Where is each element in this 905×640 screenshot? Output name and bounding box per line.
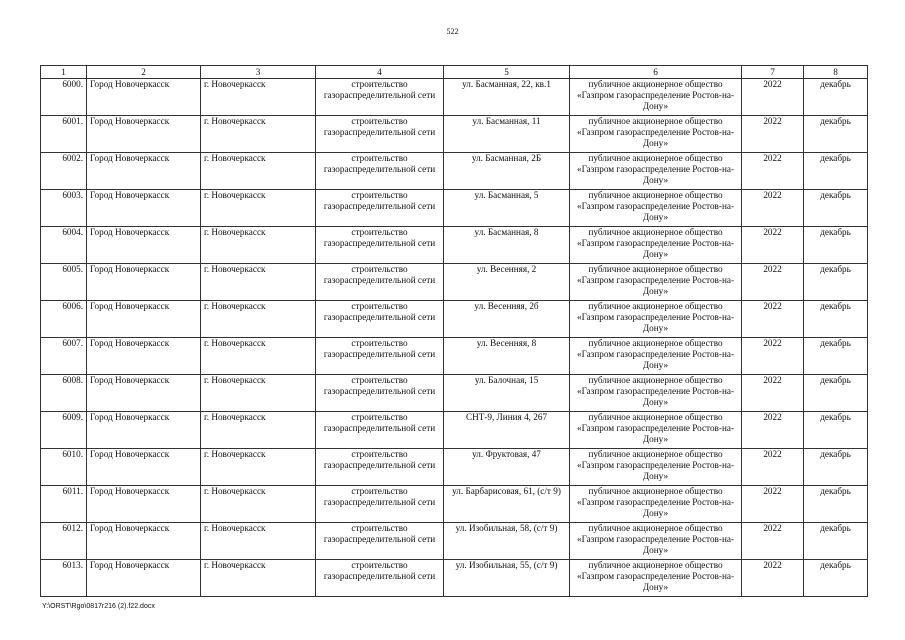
row-number: 6008.: [41, 375, 87, 412]
address-cell: ул. Басманная, 22, кв.1: [444, 79, 570, 116]
row-number: 6011.: [41, 486, 87, 523]
table-row: [41, 560, 868, 597]
year-cell: 2022: [742, 301, 804, 338]
month-cell: декабрь: [804, 560, 868, 597]
work-type-cell: строительство газораспределительной сети: [316, 375, 444, 412]
row-number: 6001.: [41, 116, 87, 153]
locality-cell: г. Новочеркасск: [201, 227, 316, 264]
page-number: 522: [446, 27, 459, 36]
gasification-table: [40, 65, 868, 597]
table-body: [41, 79, 868, 597]
organization-cell: публичное акционерное общество «Газпром газораспределение Ростов-на-Дону»: [570, 523, 742, 560]
organization-cell: публичное акционерное общество «Газпром газораспределение Ростов-на-Дону»: [570, 449, 742, 486]
month-cell: декабрь: [804, 486, 868, 523]
header-col-1: 1: [41, 66, 87, 79]
address-cell: ул. Балочная, 15: [444, 375, 570, 412]
table-row: [41, 190, 868, 227]
address-cell: ул. Басманная, 8: [444, 227, 570, 264]
locality-cell: г. Новочеркасск: [201, 486, 316, 523]
work-type-cell: строительство газораспределительной сети: [316, 79, 444, 116]
month-cell: декабрь: [804, 153, 868, 190]
table-row: [41, 301, 868, 338]
table-row: [41, 523, 868, 560]
header-col-2: 2: [87, 66, 201, 79]
table-row: [41, 153, 868, 190]
table-row: [41, 449, 868, 486]
municipality-cell: Город Новочеркасск: [87, 412, 201, 449]
organization-cell: публичное акционерное общество «Газпром газораспределение Ростов-на-Дону»: [570, 79, 742, 116]
row-number: 6004.: [41, 227, 87, 264]
table-row: [41, 412, 868, 449]
file-path-footer: Y:\ORST\Rgo\0817r216 (2).f22.docx: [42, 603, 155, 610]
table-row: [41, 264, 868, 301]
month-cell: декабрь: [804, 338, 868, 375]
locality-cell: г. Новочеркасск: [201, 190, 316, 227]
work-type-cell: строительство газораспределительной сети: [316, 449, 444, 486]
organization-cell: публичное акционерное общество «Газпром газораспределение Ростов-на-Дону»: [570, 153, 742, 190]
locality-cell: г. Новочеркасск: [201, 79, 316, 116]
table-row: [41, 79, 868, 116]
municipality-cell: Город Новочеркасск: [87, 190, 201, 227]
address-cell: ул. Басманная, 2Б: [444, 153, 570, 190]
row-number: 6002.: [41, 153, 87, 190]
municipality-cell: Город Новочеркасск: [87, 116, 201, 153]
municipality-cell: Город Новочеркасск: [87, 560, 201, 597]
year-cell: 2022: [742, 79, 804, 116]
organization-cell: публичное акционерное общество «Газпром газораспределение Ростов-на-Дону»: [570, 560, 742, 597]
table-header: [41, 66, 868, 79]
table-row: [41, 486, 868, 523]
header-col-6: 6: [570, 66, 742, 79]
month-cell: декабрь: [804, 79, 868, 116]
work-type-cell: строительство газораспределительной сети: [316, 264, 444, 301]
municipality-cell: Город Новочеркасск: [87, 301, 201, 338]
municipality-cell: Город Новочеркасск: [87, 449, 201, 486]
year-cell: 2022: [742, 412, 804, 449]
municipality-cell: Город Новочеркасск: [87, 79, 201, 116]
locality-cell: г. Новочеркасск: [201, 338, 316, 375]
address-cell: ул. Фруктовая, 47: [444, 449, 570, 486]
address-cell: ул. Весенняя, 8: [444, 338, 570, 375]
header-col-3: 3: [201, 66, 316, 79]
address-cell: ул. Изобильная, 58, (с/т 9): [444, 523, 570, 560]
address-cell: ул. Барбарисовая, 61, (с/т 9): [444, 486, 570, 523]
year-cell: 2022: [742, 560, 804, 597]
work-type-cell: строительство газораспределительной сети: [316, 486, 444, 523]
address-cell: ул. Басманная, 5: [444, 190, 570, 227]
month-cell: декабрь: [804, 116, 868, 153]
year-cell: 2022: [742, 523, 804, 560]
year-cell: 2022: [742, 153, 804, 190]
row-number: 6003.: [41, 190, 87, 227]
table-row: [41, 338, 868, 375]
work-type-cell: строительство газораспределительной сети: [316, 523, 444, 560]
year-cell: 2022: [742, 449, 804, 486]
organization-cell: публичное акционерное общество «Газпром газораспределение Ростов-на-Дону»: [570, 338, 742, 375]
year-cell: 2022: [742, 264, 804, 301]
organization-cell: публичное акционерное общество «Газпром газораспределение Ростов-на-Дону»: [570, 227, 742, 264]
municipality-cell: Город Новочеркасск: [87, 264, 201, 301]
municipality-cell: Город Новочеркасск: [87, 227, 201, 264]
locality-cell: г. Новочеркасск: [201, 264, 316, 301]
organization-cell: публичное акционерное общество «Газпром газораспределение Ростов-на-Дону»: [570, 375, 742, 412]
header-col-4: 4: [316, 66, 444, 79]
month-cell: декабрь: [804, 412, 868, 449]
month-cell: декабрь: [804, 190, 868, 227]
row-number: 6006.: [41, 301, 87, 338]
work-type-cell: строительство газораспределительной сети: [316, 153, 444, 190]
row-number: 6013.: [41, 560, 87, 597]
address-cell: ул. Весенняя, 2: [444, 264, 570, 301]
locality-cell: г. Новочеркасск: [201, 153, 316, 190]
organization-cell: публичное акционерное общество «Газпром газораспределение Ростов-на-Дону»: [570, 264, 742, 301]
municipality-cell: Город Новочеркасск: [87, 338, 201, 375]
month-cell: декабрь: [804, 301, 868, 338]
organization-cell: публичное акционерное общество «Газпром газораспределение Ростов-на-Дону»: [570, 412, 742, 449]
year-cell: 2022: [742, 486, 804, 523]
month-cell: декабрь: [804, 264, 868, 301]
locality-cell: г. Новочеркасск: [201, 523, 316, 560]
locality-cell: г. Новочеркасск: [201, 412, 316, 449]
year-cell: 2022: [742, 190, 804, 227]
header-row: [41, 66, 868, 79]
year-cell: 2022: [742, 227, 804, 264]
municipality-cell: Город Новочеркасск: [87, 375, 201, 412]
work-type-cell: строительство газораспределительной сети: [316, 227, 444, 264]
row-number: 6007.: [41, 338, 87, 375]
row-number: 6009.: [41, 412, 87, 449]
locality-cell: г. Новочеркасск: [201, 560, 316, 597]
locality-cell: г. Новочеркасск: [201, 375, 316, 412]
header-col-5: 5: [444, 66, 570, 79]
year-cell: 2022: [742, 375, 804, 412]
row-number: 6012.: [41, 523, 87, 560]
locality-cell: г. Новочеркасск: [201, 116, 316, 153]
table-row: [41, 227, 868, 264]
municipality-cell: Город Новочеркасск: [87, 486, 201, 523]
month-cell: декабрь: [804, 375, 868, 412]
locality-cell: г. Новочеркасск: [201, 301, 316, 338]
address-cell: СНТ-9, Линия 4, 267: [444, 412, 570, 449]
work-type-cell: строительство газораспределительной сети: [316, 301, 444, 338]
month-cell: декабрь: [804, 523, 868, 560]
work-type-cell: строительство газораспределительной сети: [316, 560, 444, 597]
table-row: [41, 375, 868, 412]
work-type-cell: строительство газораспределительной сети: [316, 338, 444, 375]
header-col-7: 7: [742, 66, 804, 79]
locality-cell: г. Новочеркасск: [201, 449, 316, 486]
address-cell: ул. Басманная, 11: [444, 116, 570, 153]
month-cell: декабрь: [804, 227, 868, 264]
organization-cell: публичное акционерное общество «Газпром газораспределение Ростов-на-Дону»: [570, 116, 742, 153]
row-number: 6005.: [41, 264, 87, 301]
organization-cell: публичное акционерное общество «Газпром газораспределение Ростов-на-Дону»: [570, 190, 742, 227]
month-cell: декабрь: [804, 449, 868, 486]
address-cell: ул. Изобильная, 55, (с/т 9): [444, 560, 570, 597]
work-type-cell: строительство газораспределительной сети: [316, 116, 444, 153]
table-row: [41, 116, 868, 153]
row-number: 6010.: [41, 449, 87, 486]
municipality-cell: Город Новочеркасск: [87, 523, 201, 560]
year-cell: 2022: [742, 116, 804, 153]
municipality-cell: Город Новочеркасск: [87, 153, 201, 190]
work-type-cell: строительство газораспределительной сети: [316, 412, 444, 449]
row-number: 6000.: [41, 79, 87, 116]
address-cell: ул. Весенняя, 2б: [444, 301, 570, 338]
organization-cell: публичное акционерное общество «Газпром газораспределение Ростов-на-Дону»: [570, 486, 742, 523]
year-cell: 2022: [742, 338, 804, 375]
work-type-cell: строительство газораспределительной сети: [316, 190, 444, 227]
header-col-8: 8: [804, 66, 868, 79]
organization-cell: публичное акционерное общество «Газпром газораспределение Ростов-на-Дону»: [570, 301, 742, 338]
